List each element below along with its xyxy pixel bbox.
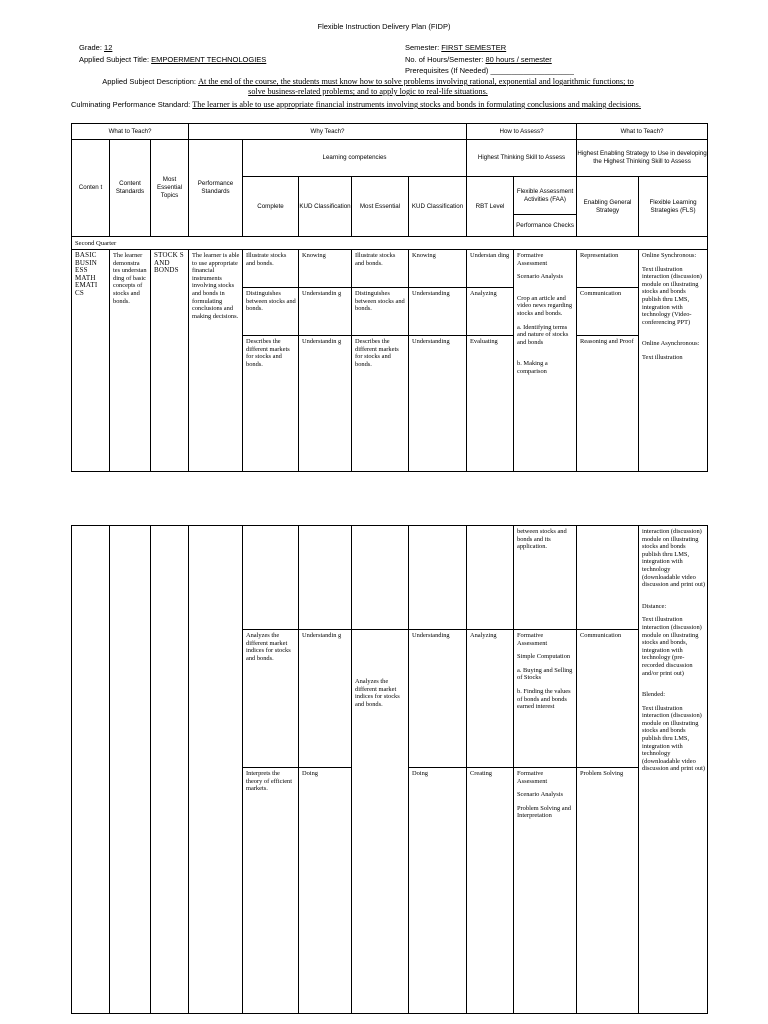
semester-value: FIRST SEMESTER [441, 43, 507, 52]
rbt-cell-cont [467, 526, 514, 630]
fls-item: Text illustration interaction (discussion) module on illustrating stocks and bonds publish thru LMS, integration with technology (downloadable video discussion and print out) [642, 704, 706, 773]
why-teach-header: Why Teach? [189, 124, 467, 140]
subject-description [71, 77, 665, 97]
topics-cell-cont [151, 526, 189, 1014]
highest-thinking-skill-header: Highest Thinking Skill to Assess [467, 140, 577, 177]
most-essential-cell-cont [352, 526, 409, 630]
culminating-label: Culminating Performance Standard: [71, 100, 191, 109]
kud2-cell: Understanding [409, 630, 467, 768]
kud-cell: Understandin g [299, 630, 352, 768]
grade-label: Grade: [79, 43, 102, 52]
most-essential-cell [352, 630, 409, 768]
topics-cell: STOCK S AND BONDS [151, 250, 189, 472]
most-essential-text: Analyzes the different market indices for stocks and bonds. [355, 678, 400, 708]
performance-standards-cell-cont [189, 526, 243, 1014]
complete-cell: Interprets the theory of efficient markets. [243, 768, 299, 1014]
fls-item: Online Asynchronous: [642, 340, 700, 348]
document-title: Flexible Instruction Delivery Plan (FIDP) [317, 22, 451, 31]
faa-item: Scenario Analysis [517, 791, 563, 799]
complete-cell-cont [243, 526, 299, 630]
faa-item: Scenario Analysis [517, 273, 564, 281]
faa-item: b. Finding the values of bonds and bonds earned interest [517, 687, 571, 711]
kud-cell-cont [299, 526, 352, 630]
faa-item: a. Identifying terms and nature of stocks and bonds [517, 323, 569, 346]
fidp-table-page-2 [71, 525, 708, 1014]
rbt-cell: Analyzing [467, 630, 514, 768]
semester-label: Semester: [405, 43, 440, 52]
complete-cell: Distinguishes between stocks and bonds. [243, 288, 299, 336]
hours-line [405, 55, 552, 64]
faa-item: Formative Assessment [517, 252, 548, 267]
egs-cell-cont [577, 526, 639, 630]
fls-cell [639, 250, 708, 472]
prereq-label: Prerequisites (If Needed) [405, 66, 489, 75]
complete-cell: Illustrate stocks and bonds. [243, 250, 299, 288]
complete-header: Complete [243, 177, 299, 237]
kud2-cell: Doing [409, 768, 467, 1014]
faa-item: Crop an article and video news regarding stocks and bonds. [517, 294, 573, 317]
culminating-standard [71, 100, 665, 110]
fls-item: Text illustration interaction (discussion) module on illustrating stocks and bonds publish thru LMS, integration with technology (Video-conferencing PPT) [642, 265, 702, 326]
kud2-cell: Knowing [409, 250, 467, 288]
subject-title-value: EMPOERMENT TECHNOLOGIES [151, 55, 267, 64]
faa-cell [514, 250, 577, 472]
complete-cell: Analyzes the different market indices for stocks and bonds. [243, 630, 299, 768]
most-essential-topics-header: Most Essential Topics [151, 140, 189, 237]
fls-item: Text illustration [642, 353, 683, 361]
faa-item: Formative Assessment [517, 632, 548, 647]
performance-standards-header: Performance Standards [189, 140, 243, 237]
fls-header: Flexible Learning Strategies (FLS) [639, 177, 708, 237]
quarter-label: Second Quarter [72, 237, 708, 250]
egs-cell: Representation [577, 250, 639, 288]
description-label: Applied Subject Description: [102, 77, 197, 86]
fls-item: Distance: [642, 602, 667, 610]
most-essential-header: Most Essential [352, 177, 409, 237]
rbt-cell: Analyzing [467, 288, 514, 336]
faa-item: Simple Computation [517, 653, 571, 661]
fls-cell-cont [639, 526, 708, 1014]
kud2-cell-cont [409, 526, 467, 630]
fidp-table-page-1 [71, 123, 708, 472]
fls-item: Blended: [642, 691, 666, 699]
faa-item: a. Buying and Selling of Stocks [517, 666, 573, 682]
most-essential-cell: Describes the different markets for stocks and bonds. [352, 336, 409, 472]
enabling-general-strategy-header: Enabling General Strategy [577, 177, 639, 237]
culminating-value: The learner is able to use appropriate financial instruments involving stocks and bonds in formulating conclusions and making decisions. [192, 100, 641, 109]
kud-cell: Knowing [299, 250, 352, 288]
learning-competencies-header: Learning competencies [243, 140, 467, 177]
rbt-level-header: RBT Level [467, 177, 514, 237]
subject-title-line [79, 55, 266, 64]
faa-item: b. Making a comparison [517, 360, 548, 375]
most-essential-cell: Illustrate stocks and bonds. [352, 250, 409, 288]
faa-cell [514, 630, 577, 768]
rbt-cell: Evaluating [467, 336, 514, 472]
content-header: Conten t [72, 140, 110, 237]
most-essential-cell: Distinguishes between stocks and bonds. [352, 288, 409, 336]
kud-cell: Understandin g [299, 336, 352, 472]
performance-standards-cell: The learner is able to use appropriate financial instruments involving stocks and bonds in formulating conclusions and making decisions. [189, 250, 243, 472]
faa-cell-cont: between stocks and bonds and its application. [514, 526, 577, 630]
hours-value: 80 hours / semester [485, 55, 552, 64]
faa-cell [514, 768, 577, 1014]
egs-cell: Communication [577, 288, 639, 336]
kud-cell: Doing [299, 768, 352, 1014]
semester-line [405, 43, 506, 52]
highest-enabling-strategy-header: Highest Enabling Strategy to Use in developing the Highest Thinking Skill to Assess [577, 140, 708, 177]
description-line-1: At the end of the course, the students must know how to solve problems involving rational, exponential and logarithmic functions; to [198, 77, 634, 86]
faa-header: Flexible Assessment Activities (FAA) [514, 177, 577, 215]
fls-item: Text illustration interaction (discussion) module on illustrating stocks and bonds, integration with technology (pre-recorded discussion and/or print out) [642, 616, 702, 677]
kud2-cell: Understanding [409, 288, 467, 336]
rbt-cell: Understan ding [467, 250, 514, 288]
rbt-cell: Creating [467, 768, 514, 1014]
grade-value: 12 [104, 43, 113, 52]
fls-item: interaction (discussion) module on illustrating stocks and bonds publish thru LMS, integration with technology (downloadable video discussion and print out) [642, 528, 706, 589]
kud-cell: Understandin g [299, 288, 352, 336]
content-standards-header: Content Standards [110, 140, 151, 237]
content-cell-cont [72, 526, 110, 1014]
performance-checks-header: Performance Checks [514, 215, 577, 237]
most-essential-cell-empty [352, 768, 409, 1014]
subject-title-label: Applied Subject Title: [79, 55, 150, 64]
hours-label: No. of Hours/Semester: [405, 55, 484, 64]
how-to-assess-header: How to Assess? [467, 124, 577, 140]
egs-cell: Problem Solving [577, 768, 639, 1014]
content-standards-cell-cont [110, 526, 151, 1014]
prereq-line [405, 66, 574, 75]
faa-item: Formative Assessment [517, 770, 548, 785]
content-standards-cell: The learner demonstra tes understan ding of basic concepts of stocks and bonds. [110, 250, 151, 472]
egs-cell: Reasoning and Proof [577, 336, 639, 472]
grade-line [79, 43, 112, 52]
description-line-2: solve business-related problems; and to apply logic to real-life situations. [248, 87, 488, 96]
faa-item: Problem Solving and Interpretation [517, 804, 571, 820]
kud-classification-header-2: KUD Classification [409, 177, 467, 237]
fls-item: Online Synchronous: [642, 252, 697, 259]
kud-classification-header: KUD Classification [299, 177, 352, 237]
what-to-teach-header: What to Teach? [72, 124, 189, 140]
prereq-blank: ____________________ [490, 66, 574, 75]
egs-cell: Communication [577, 630, 639, 768]
kud2-cell: Understanding [409, 336, 467, 472]
what-to-teach-header-2: What to Teach? [577, 124, 708, 140]
complete-cell: Describes the different markets for stocks and bonds. [243, 336, 299, 472]
content-cell: BASIC BUSIN ESS MATH EMATI CS [72, 250, 110, 472]
